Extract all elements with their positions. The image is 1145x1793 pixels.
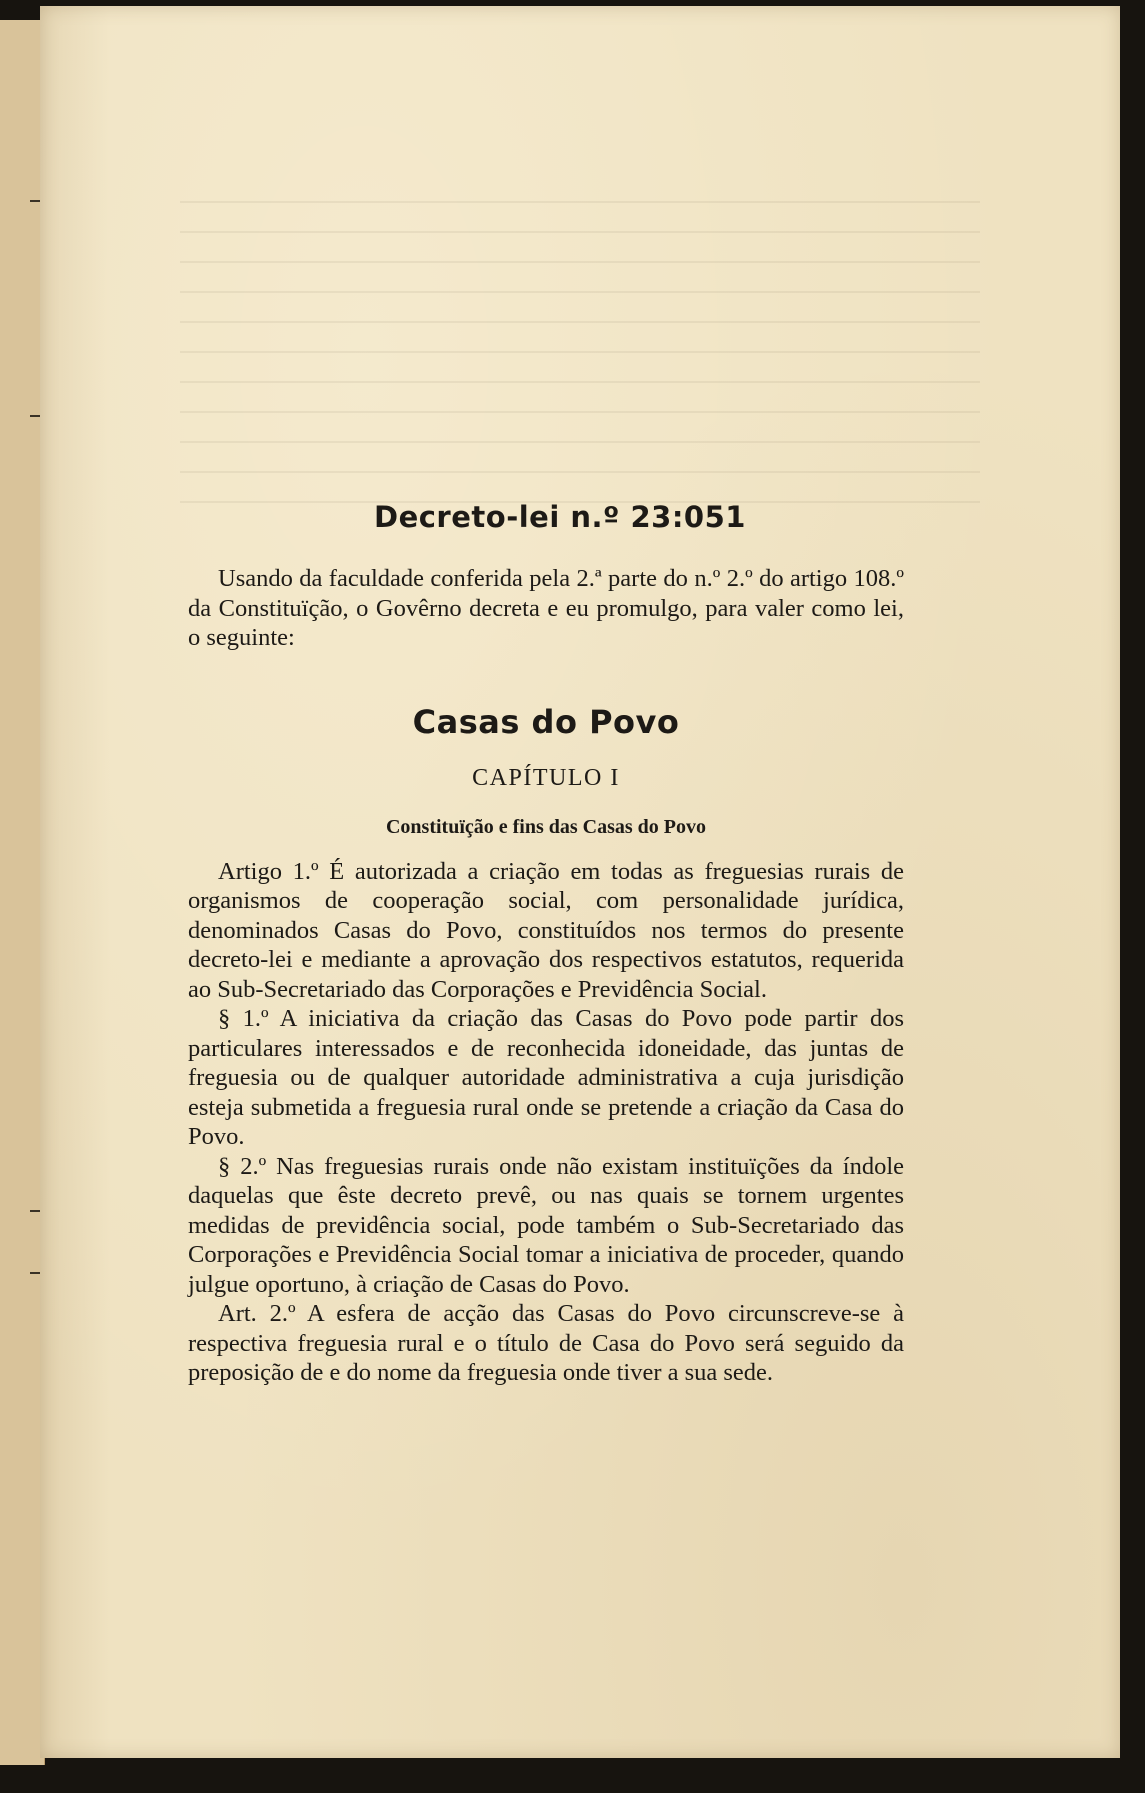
document-body — [188, 500, 904, 1388]
chapter-subtitle: Constituïção e fins das Casas do Povo — [385, 815, 707, 838]
article-2: Art. 2.º A esfera de acção das Casas do Povo circunscreve-se à respectiva freguesia rural e o título de Casa do Povo será seguido da preposição de e do nome da freguesia onde tiver a sua sede. — [188, 1300, 904, 1386]
article-1: Artigo 1.º É autorizada a criação em todas as freguesias rurais de organismos de cooperação social, com personalidade jurídica, denominados Casas do Povo, constituídos nos termos do presente decreto-lei e mediante a aprovação dos respectivos estatutos, requerida ao Sub-Secretariado das Corporações e Previdência Social. — [188, 857, 904, 1003]
decree-title: Decreto-lei n.º 23:051 — [374, 500, 746, 534]
show-through-text — [180, 201, 980, 521]
section-title: Casas do Povo — [412, 702, 680, 741]
chapter-heading: CAPÍTULO I — [472, 764, 620, 791]
binding-edge — [0, 20, 45, 1765]
article-1-paragraph-1: § 1.º A iniciativa da criação das Casas do Povo pode partir dos particulares interessados e de reconhecida idoneidade, das juntas de freguesia ou de qualquer autoridade administrativa a cuja jurisdição esteja submetida a freguesia rural onde se pretende a criação da Casa do Povo. — [188, 1005, 904, 1150]
article-1-paragraph-2: § 2.º Nas freguesias rurais onde não existam instituïções da índole daquelas que êste decreto prevê, ou nas quais se tornem urgentes medidas de previdência social, pode também o Sub-Secretariado das Corporações e Previdência Social tomar a iniciativa de proceder, quando julgue oportuno, à criação de Casas do Povo. — [188, 1152, 904, 1298]
preamble: Usando da faculdade conferida pela 2.ª parte do n.º 2.º do artigo 108.º da Constituïção, o Govêrno decreta e eu promulgo, para valer como lei, o seguinte: — [188, 565, 904, 651]
